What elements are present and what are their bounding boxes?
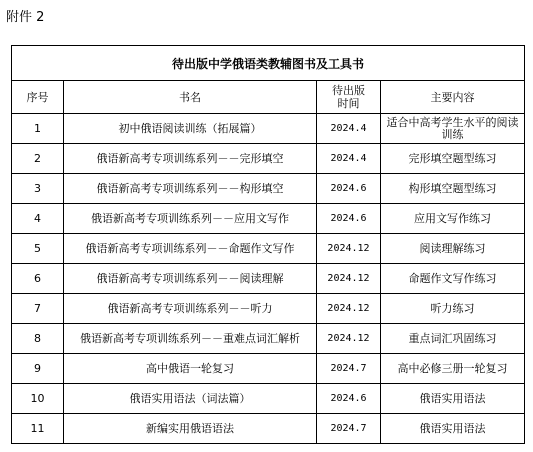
table-row: [12, 324, 525, 354]
attachment-label: 附件 2: [6, 10, 45, 25]
table-header-row: [12, 81, 525, 114]
cell-index: 1: [12, 114, 64, 144]
cell-publish-date: 2024.4: [317, 144, 381, 174]
cell-book-name: 高中俄语一轮复习: [64, 354, 317, 384]
cell-book-name: 俄语新高考专项训练系列－－构形填空: [64, 174, 317, 204]
cell-book-name: 俄语新高考专项训练系列－－应用文写作: [64, 204, 317, 234]
header-date: [317, 81, 381, 114]
table-row: [12, 234, 525, 264]
header-date-line1: 待出版: [332, 84, 365, 97]
header-date-line2: 时间: [337, 97, 360, 110]
header-content: 主要内容: [381, 81, 525, 114]
table-row: [12, 354, 525, 384]
cell-publish-date: 2024.7: [317, 414, 381, 444]
cell-main-content: 应用文写作练习: [381, 204, 525, 234]
table-row: [12, 414, 525, 444]
cell-main-content: 构形填空题型练习: [381, 174, 525, 204]
table-row: [12, 144, 525, 174]
cell-book-name: 俄语实用语法（词法篇）: [64, 384, 317, 414]
header-name: 书名: [64, 81, 317, 114]
cell-main-content: 俄语实用语法: [381, 414, 525, 444]
header-index: 序号: [12, 81, 64, 114]
cell-index: 8: [12, 324, 64, 354]
cell-index: 3: [12, 174, 64, 204]
cell-publish-date: 2024.4: [317, 114, 381, 144]
cell-main-content: 重点词汇巩固练习: [381, 324, 525, 354]
cell-book-name: 俄语新高考专项训练系列－－听力: [64, 294, 317, 324]
cell-book-name: 初中俄语阅读训练（拓展篇）: [64, 114, 317, 144]
table-row: [12, 264, 525, 294]
cell-main-content: 完形填空题型练习: [381, 144, 525, 174]
cell-main-content: 高中必修三册一轮复习: [381, 354, 525, 384]
book-table: [11, 45, 525, 444]
cell-index: 6: [12, 264, 64, 294]
table-row: [12, 384, 525, 414]
table-row: [12, 294, 525, 324]
table-row: [12, 174, 525, 204]
cell-publish-date: 2024.12: [317, 264, 381, 294]
table-title-row: [12, 46, 525, 81]
cell-main-content: 俄语实用语法: [381, 384, 525, 414]
table-title: 待出版中学俄语类教辅图书及工具书: [12, 46, 525, 81]
cell-book-name: 俄语新高考专项训练系列－－命题作文写作: [64, 234, 317, 264]
cell-publish-date: 2024.6: [317, 384, 381, 414]
cell-publish-date: 2024.12: [317, 324, 381, 354]
cell-main-content: 适合中高考学生水平的阅读训练: [381, 114, 525, 144]
cell-book-name: 新编实用俄语语法: [64, 414, 317, 444]
cell-book-name: 俄语新高考专项训练系列－－阅读理解: [64, 264, 317, 294]
cell-index: 10: [12, 384, 64, 414]
cell-index: 7: [12, 294, 64, 324]
table-row: [12, 204, 525, 234]
cell-book-name: 俄语新高考专项训练系列－－重难点词汇解析: [64, 324, 317, 354]
cell-index: 5: [12, 234, 64, 264]
cell-main-content: 阅读理解练习: [381, 234, 525, 264]
cell-index: 4: [12, 204, 64, 234]
cell-main-content: 听力练习: [381, 294, 525, 324]
cell-publish-date: 2024.6: [317, 174, 381, 204]
cell-index: 2: [12, 144, 64, 174]
cell-publish-date: 2024.12: [317, 234, 381, 264]
cell-book-name: 俄语新高考专项训练系列－－完形填空: [64, 144, 317, 174]
table-row: [12, 114, 525, 144]
cell-index: 9: [12, 354, 64, 384]
cell-publish-date: 2024.12: [317, 294, 381, 324]
cell-publish-date: 2024.7: [317, 354, 381, 384]
cell-main-content: 命题作文写作练习: [381, 264, 525, 294]
cell-index: 11: [12, 414, 64, 444]
cell-publish-date: 2024.6: [317, 204, 381, 234]
